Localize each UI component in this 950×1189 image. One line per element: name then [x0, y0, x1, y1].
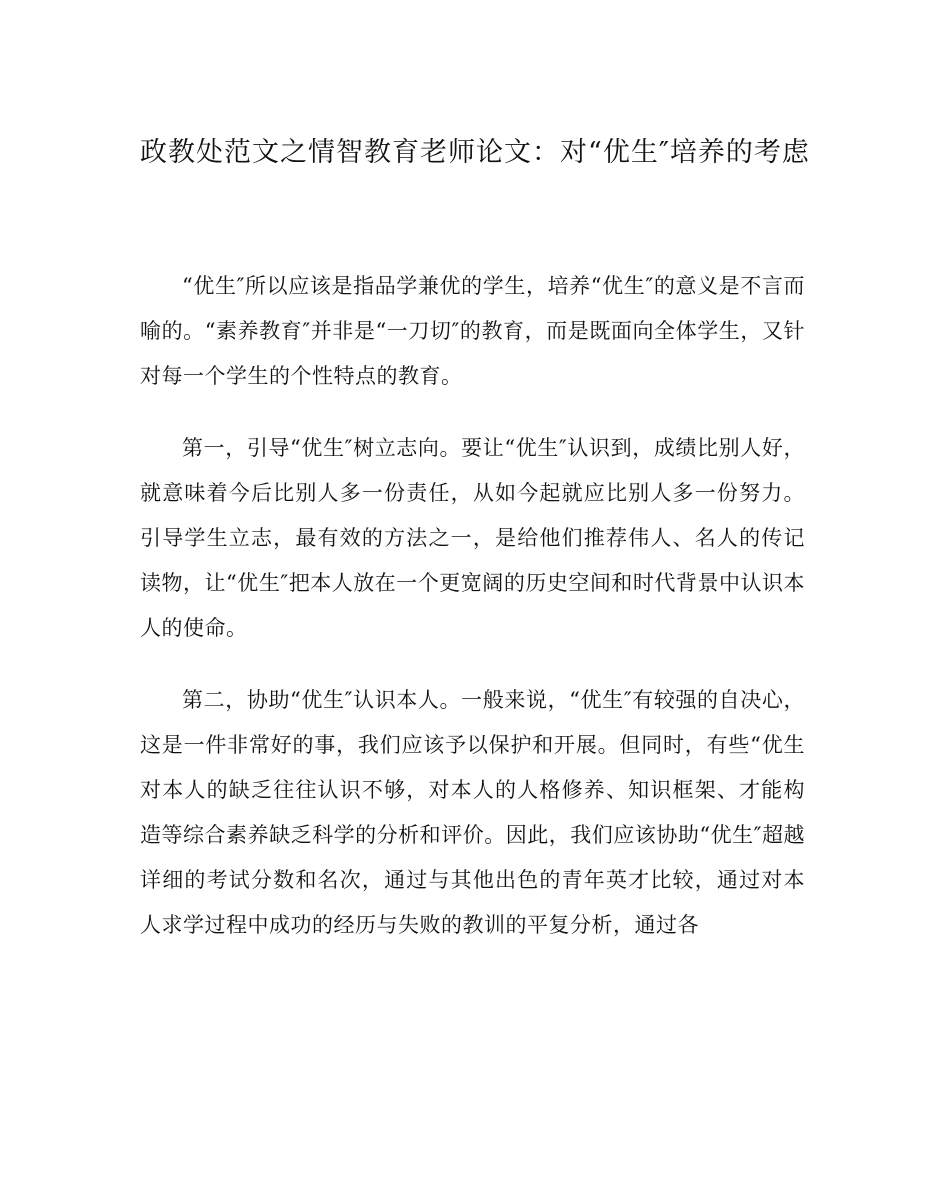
document-body — [140, 264, 805, 975]
paragraph-2: 第一，引导“优生″树立志向。要让“优生″认识到，成绩比别人好，就意味着今后比别人多一份责任，从如今起就应比别人多一份努力。引导学生立志，最有效的方法之一，是给他们推荐伟人、名人的传记读物，让“优生″把本人放在一个更宽阔的历史空间和时代背景中认识本人的使命。 — [140, 436, 805, 640]
paragraph-3: 第二，协助“优生″认识本人。一般来说，“优生″有较强的自决心，这是一件非常好的事，我们应该予以保护和开展。但同时，有些“优生对本人的缺乏往往认识不够，对本人的人格修养、知识框架、才能构造等综合素养缺乏科学的分析和评价。因此，我们应该协助“优生″超越详细的考试分数和名次，通过与其他出色的青年英才比较，通过对本人求学过程中成功的经历与失败的教训的平复分析，通过各 — [140, 688, 805, 937]
paragraph-1: “优生″所以应该是指品学兼优的学生，培养“优生″的意义是不言而喻的。“素养教育″并非是“一刀切″的教育，而是既面向全体学生，又针对每一个学生的个性特点的教育。 — [140, 274, 805, 388]
document-title: 政教处范文之情智教育老师论文：对“优生″培养的考虑 — [140, 137, 810, 168]
